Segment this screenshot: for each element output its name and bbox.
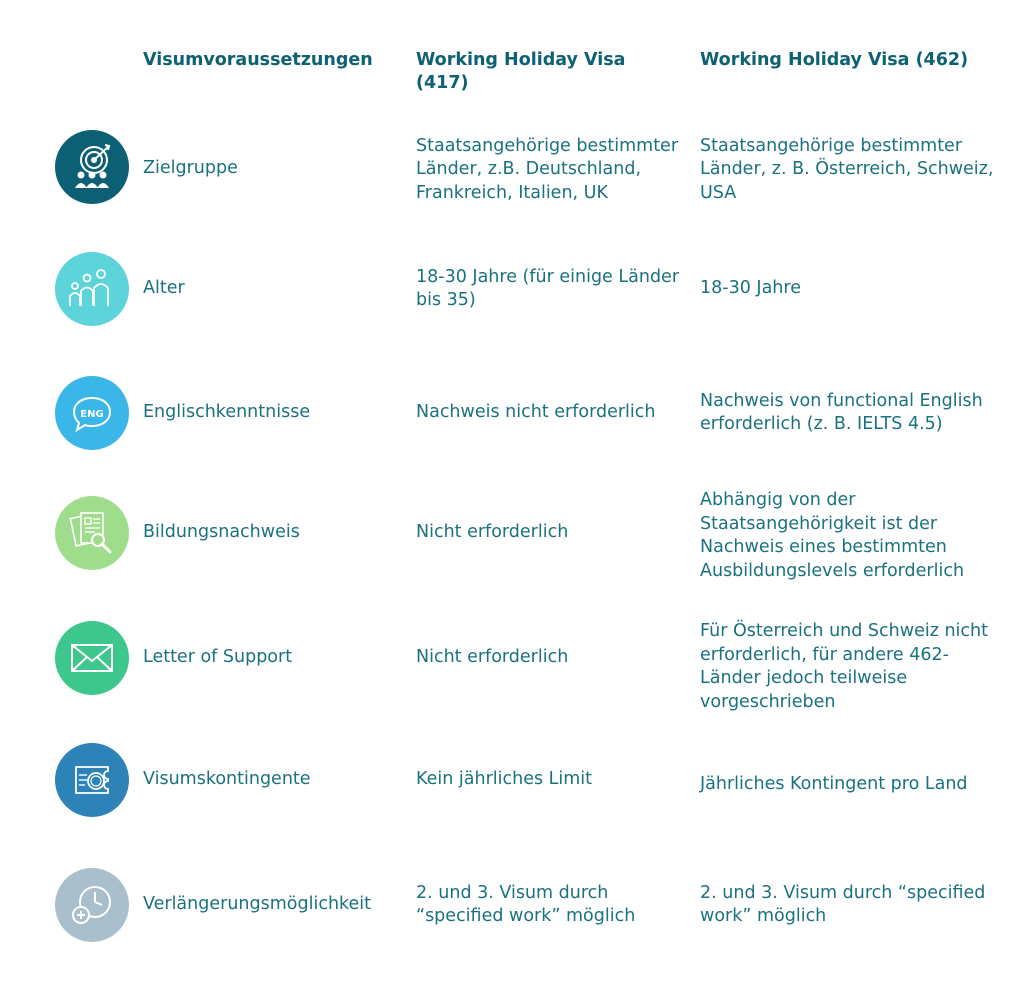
cell-462-visumskontingente: Jährliches Kontingent pro Land: [700, 774, 968, 795]
cell-417-englischkenntnisse: Nachweis nicht erforderlich: [416, 402, 656, 423]
row-label-bildungsnachweis: Bildungsnachweis: [143, 522, 300, 543]
clock-extension-icon: [55, 868, 129, 942]
target-group-icon: [55, 130, 129, 204]
cell-462-bildungsnachweis: Abhängig von der Staatsangehörigkeit ist der Nachweis eines bestimmten Ausbildungslevels erforderlich: [700, 490, 965, 581]
eng-speech-bubble-icon: [55, 376, 129, 450]
cell-462-letter-of-support: Für Österreich und Schweiz nicht erforderlich, für andere 462-Länder jedoch teilweise vorgeschrieben: [700, 621, 988, 712]
cell-462-englischkenntnisse: Nachweis von functional English erforderlich (z. B. IELTS 4.5): [700, 390, 983, 434]
svg-text:ENG: ENG: [80, 409, 104, 420]
cell-417-letter-of-support: Nicht erforderlich: [416, 647, 569, 668]
cell-462-zielgruppe: Staatsangehörige bestimmter Länder, z. B. Österreich, Schweiz, USA: [700, 135, 994, 203]
cell-417-verlaengerungsmoeglichkeit: 2. und 3. Visum durch “specified work” möglich: [416, 882, 636, 926]
row-label-alter: Alter: [143, 278, 185, 299]
family-icon: [55, 252, 129, 326]
document-magnifier-icon: [55, 496, 129, 570]
column-header-visa-462: Working Holiday Visa (462): [700, 50, 969, 70]
cell-462-verlaengerungsmoeglichkeit: 2. und 3. Visum durch “specified work” möglich: [700, 882, 986, 926]
row-label-zielgruppe: Zielgruppe: [143, 158, 238, 179]
visa-stamp-icon: [55, 743, 129, 817]
column-header-requirements: Visumvoraussetzungen: [143, 50, 373, 70]
cell-462-alter: 18-30 Jahre: [700, 278, 801, 299]
row-label-verlaengerungsmoeglichkeit: Verlängerungsmöglichkeit: [143, 894, 372, 915]
row-label-englischkenntnisse: Englischkenntnisse: [143, 402, 311, 423]
column-header-visa-417: Working Holiday Visa (417): [416, 50, 626, 93]
cell-417-bildungsnachweis: Nicht erforderlich: [416, 522, 569, 543]
cell-417-visumskontingente: Kein jährliches Limit: [416, 769, 593, 790]
row-label-visumskontingente: Visumskontingente: [143, 769, 311, 790]
cell-417-zielgruppe: Staatsangehörige bestimmter Länder, z.B. Deutschland, Frankreich, Italien, UK: [416, 135, 679, 203]
envelope-icon: [55, 621, 129, 695]
cell-417-alter: 18-30 Jahre (für einige Länder bis 35): [416, 266, 680, 310]
row-label-letter-of-support: Letter of Support: [143, 647, 293, 668]
